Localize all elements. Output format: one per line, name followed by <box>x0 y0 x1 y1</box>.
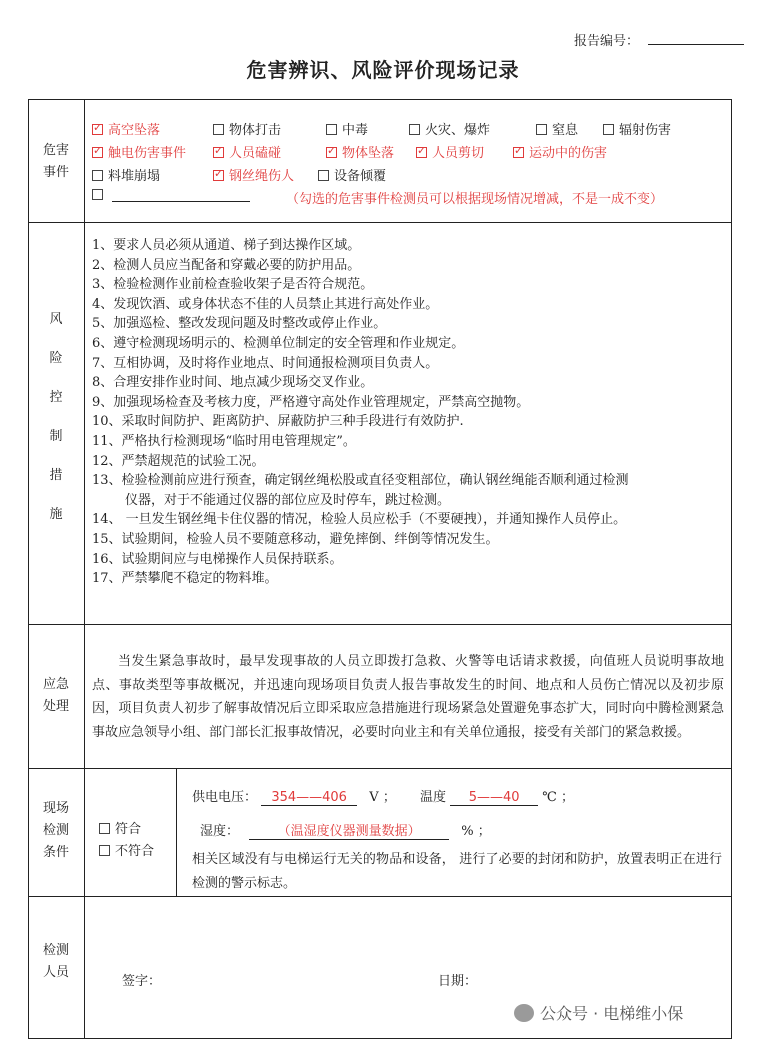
emergency-label-text: 应急处理 <box>42 677 69 714</box>
measures-label-char: 险 <box>49 351 63 366</box>
inspector-label <box>28 940 84 984</box>
measure-item: 13、检验检测前应进行预查，确定钢丝绳松股或直径变粗部位，确认钢丝绳能否顺利通过检测 <box>92 473 629 489</box>
hazard-checkbox-shearing[interactable]: ✓ 人员剪切 <box>416 142 484 161</box>
hazard-note: （勾选的危害事件检测员可以根据现场情况增减，不是一成不变） <box>286 192 664 207</box>
measures-label-char: 措 <box>49 468 63 483</box>
voltage-row <box>192 786 574 806</box>
measure-item: 7、互相协调，及时将作业地点、时间通报检测项目负责人。 <box>92 355 439 371</box>
condition-statement: 相关区域没有与电梯运行无关的物品和设备， 进行了必要的封闭和防护，放置表明正在进行检测的警示标志。 <box>192 852 722 891</box>
emergency-procedure <box>92 650 724 744</box>
report-number-label: 报告编号： <box>574 34 640 49</box>
row-divider <box>28 896 732 897</box>
temperature-label: 温度 <box>419 790 446 805</box>
checkbox-checked-icon <box>92 124 103 135</box>
measures-label <box>28 300 84 534</box>
hazard-label <box>28 140 84 184</box>
checkbox-icon <box>409 124 420 135</box>
checkbox-icon <box>92 170 103 181</box>
hazard-checkbox-object-fall[interactable]: ✓ 物体坠落 <box>326 142 394 161</box>
watermark-text: 公众号 · 电梯维小保 <box>540 1004 684 1023</box>
measure-item: 11、严格执行检测现场“临时用电管理规定”。 <box>92 433 356 449</box>
hazard-checkbox-fire-explosion[interactable]: 火灾、爆炸 <box>409 119 490 138</box>
inspector-label-text: 检测人员 <box>42 943 69 980</box>
hazard-checkbox-motion-injury[interactable]: ✓ 运动中的伤害 <box>513 142 607 161</box>
conditions-label-text: 现场检测条件 <box>42 801 69 860</box>
hazard-checkbox-suffocation[interactable]: 窒息 <box>536 119 578 138</box>
checkbox-icon <box>318 170 329 181</box>
hazard-label-text: 危害事件 <box>42 143 69 180</box>
conform-checkbox[interactable]: 符合 <box>99 818 141 837</box>
hazard-checkbox-high-fall[interactable]: ✓高空坠落 <box>92 119 160 138</box>
measures-label-text <box>28 300 84 534</box>
measure-item: 16、试验期间应与电梯操作人员保持联系。 <box>92 551 343 567</box>
hazard-checkbox-other[interactable] <box>92 188 108 203</box>
measures-label-char: 施 <box>49 507 63 522</box>
temperature-value[interactable]: 5——40 <box>450 790 538 806</box>
measure-item: 2、检测人员应当配备和穿戴必要的防护用品。 <box>92 257 361 273</box>
checkbox-checked-icon <box>326 147 337 158</box>
checkbox-checked-icon <box>213 170 224 181</box>
emergency-text: 当发生紧急事故时，最早发现事故的人员立即拨打急救、火警等电话请求救援，向值班人员说明事故地点、事故类型等事故概况，并迅速向现场项目负责人报告事故发生的时间、地点和人员伤亡情况以及初步原因，项目负责人初步了解事故情况后立即采取应急措施进行现场紧急处置避免事态扩大，同时向中腾检测紧急事故应急领导小组、部门部长汇报事故情况，必要时向业主和有关单位通报，接受有关部门的紧急救援。 <box>92 654 724 740</box>
row-divider <box>28 222 732 223</box>
measure-item: 9、加强现场检查及考核力度，严格遵守高处作业管理规定，严禁高空抛物。 <box>92 394 530 410</box>
hazard-checkbox-wire-rope[interactable]: ✓ 钢丝绳伤人 <box>213 165 294 184</box>
checkbox-checked-icon <box>416 147 427 158</box>
report-number-field <box>648 44 744 45</box>
measure-item: 10、采取时间防护、距离防护、屏蔽防护三种手段进行有效防护. <box>92 414 464 430</box>
measure-item: 4、发现饮酒、或身体状态不佳的人员禁止其进行高处作业。 <box>92 296 439 312</box>
measure-item: 12、严禁超规范的试验工况。 <box>92 453 265 469</box>
other-hazard-input[interactable] <box>112 201 250 202</box>
measure-item: 17、严禁攀爬不稳定的物料堆。 <box>92 571 278 587</box>
voltage-unit: V ； <box>369 790 396 805</box>
humidity-row <box>200 820 491 840</box>
measure-item-continued: 仪器，对于不能通过仪器的部位应及时停车，跳过检测。 <box>125 492 451 508</box>
hazard-checkbox-bump[interactable]: ✓ 人员磕碰 <box>213 142 281 161</box>
hazard-checkbox-equipment-tip[interactable]: 设备倾覆 <box>318 165 386 184</box>
checkbox-icon <box>99 823 110 834</box>
row-divider <box>28 768 732 769</box>
conditions-label <box>28 798 84 864</box>
checkbox-checked-icon <box>213 147 224 158</box>
measures-list <box>92 236 629 589</box>
hazard-checkbox-electric-shock[interactable]: ✓触电伤害事件 <box>92 142 186 161</box>
checkbox-icon <box>99 845 110 856</box>
voltage-value[interactable]: 354——406 <box>261 790 357 806</box>
measure-item: 8、合理安排作业时间、地点减少现场交叉作业。 <box>92 375 374 391</box>
date-label: 日期： <box>438 974 478 989</box>
checkbox-checked-icon <box>92 147 103 158</box>
page-title: 危害辨识、风险评价现场记录 <box>246 58 520 82</box>
checkbox-icon <box>213 124 224 135</box>
row-divider <box>28 624 732 625</box>
signature-label: 签字： <box>122 974 162 989</box>
measure-item: 1、要求人员必须从通道、梯子到达操作区域。 <box>92 238 361 253</box>
humidity-value[interactable]: （温湿度仪器测量数据） <box>249 820 449 840</box>
condition-divider <box>176 768 177 896</box>
measures-label-char: 风 <box>49 312 63 327</box>
measures-label-char: 控 <box>49 390 63 405</box>
checkbox-icon <box>603 124 614 135</box>
nonconform-checkbox[interactable]: 不符合 <box>99 840 154 859</box>
voltage-label: 供电电压： <box>192 790 258 805</box>
humidity-label: 湿度： <box>200 824 240 839</box>
measure-item: 14、 一旦发生钢丝绳卡住仪器的情况，检验人员应松手（不要硬拽），并通知操作人员停止。 <box>92 512 627 528</box>
measure-item: 3、检验检测作业前检查验收架子是否符合规范。 <box>92 277 374 293</box>
humidity-unit: % ； <box>461 824 491 839</box>
measure-item: 15、试验期间，检验人员不要随意移动，避免摔倒、绊倒等情况发生。 <box>92 531 499 547</box>
hazard-checkbox-poisoning[interactable]: 中毒 <box>326 119 368 138</box>
hazard-checkbox-radiation[interactable]: 辐射伤害 <box>603 119 671 138</box>
measure-item: 5、加强巡检、整改发现问题及时整改或停止作业。 <box>92 316 387 332</box>
checkbox-checked-icon <box>513 147 524 158</box>
hazard-checkbox-object-strike[interactable]: 物体打击 <box>213 119 281 138</box>
watermark <box>514 1001 683 1024</box>
wechat-official-account-icon <box>514 1004 534 1022</box>
checkbox-icon <box>536 124 547 135</box>
measures-label-char: 制 <box>49 429 63 444</box>
label-column-divider <box>84 99 85 1039</box>
hazard-checkbox-pile-collapse[interactable]: 料堆崩塌 <box>92 165 160 184</box>
checkbox-icon <box>92 189 103 200</box>
emergency-label <box>28 674 84 718</box>
temperature-unit: ℃ ； <box>542 790 574 805</box>
checkbox-icon <box>326 124 337 135</box>
measure-item: 6、遵守检测现场明示的、检测单位制定的安全管理和作业规定。 <box>92 335 465 351</box>
